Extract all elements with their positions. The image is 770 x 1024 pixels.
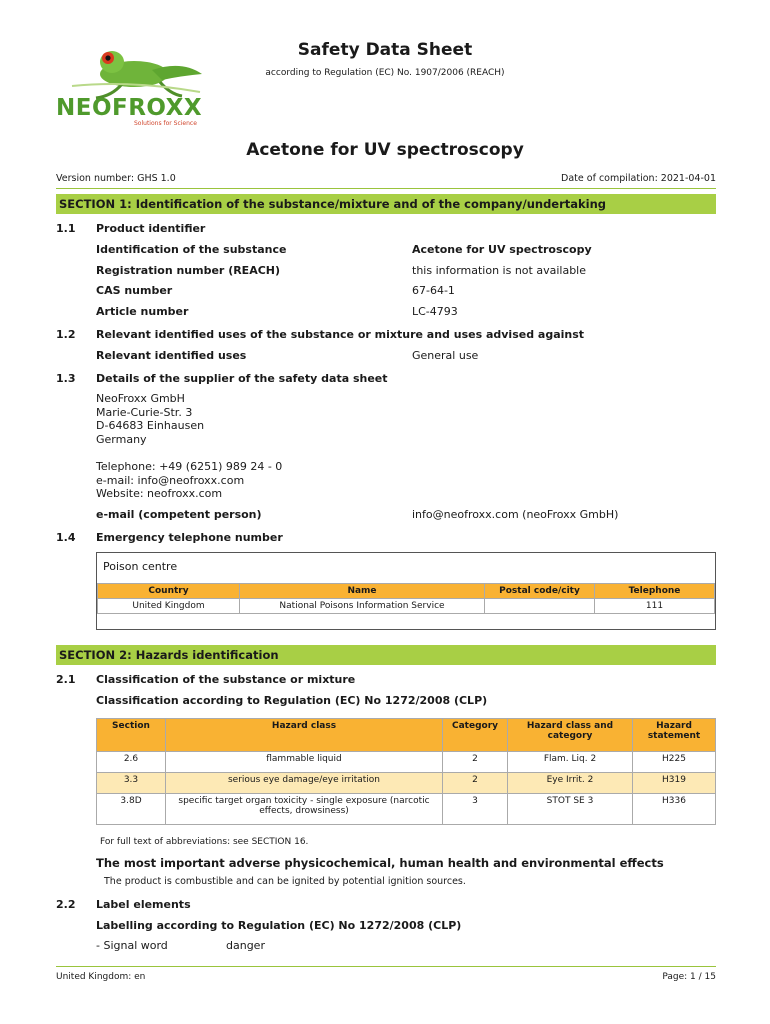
subsection-title: Details of the supplier of the safety data sheet <box>96 372 388 385</box>
address-line: D-64683 Einhausen <box>96 419 205 432</box>
poison-centre-caption: Poison centre <box>103 560 178 573</box>
field-label: Identification of the substance <box>96 243 287 256</box>
signal-word-value: danger <box>226 939 265 952</box>
field-label: Article number <box>96 305 189 318</box>
table-header-row <box>98 584 715 599</box>
column-header: Country <box>98 584 240 599</box>
company-logo <box>52 40 212 132</box>
adverse-effects-title: The most important adverse physicochemical, human health and environmental effects <box>96 856 664 870</box>
address-line: Marie-Curie-Str. 3 <box>96 405 193 419</box>
table-cell: STOT SE 3 <box>508 794 633 825</box>
field-value: LC-4793 <box>412 305 458 318</box>
poison-centre-box <box>96 552 716 630</box>
table-cell <box>485 599 595 614</box>
section-1-heading: SECTION 1: Identification of the substance/mixture and of the company/undertaking <box>56 194 716 214</box>
table-row <box>97 773 716 794</box>
field-label: Relevant identified uses <box>96 349 247 362</box>
table-cell: United Kingdom <box>98 599 240 614</box>
table-cell: Flam. Liq. 2 <box>508 752 633 773</box>
poison-centre-table <box>97 583 715 614</box>
subsection-number: 1.1 <box>56 222 76 235</box>
table-cell: 2 <box>443 752 508 773</box>
supplier-address <box>96 392 204 446</box>
divider <box>56 188 716 189</box>
abbreviation-footnote: For full text of abbreviations: see SECTION 16. <box>100 837 309 847</box>
document-title: Safety Data Sheet <box>297 40 473 60</box>
subsection-number: 1.2 <box>56 328 76 341</box>
field-value: 67-64-1 <box>412 284 455 297</box>
table-header-row <box>97 719 716 752</box>
contact-email[interactable]: e-mail: info@neofroxx.com <box>96 473 245 487</box>
column-header: Name <box>240 584 485 599</box>
subsection-number: 1.4 <box>56 531 76 544</box>
subsection-number: 1.3 <box>56 372 76 385</box>
compilation-date: Date of compilation: 2021-04-01 <box>561 173 716 184</box>
version-number: Version number: GHS 1.0 <box>56 173 176 184</box>
address-line: NeoFroxx GmbH <box>96 392 185 405</box>
adverse-effects-text: The product is combustible and can be ignited by potential ignition sources. <box>104 876 466 887</box>
footer-divider <box>56 966 716 967</box>
table-cell: 111 <box>595 599 715 614</box>
field-value: General use <box>412 349 479 362</box>
contact-phone: Telephone: +49 (6251) 989 24 - 0 <box>96 460 283 473</box>
field-value[interactable]: info@neofroxx.com (neoFroxx GmbH) <box>412 508 619 521</box>
table-cell: National Poisons Information Service <box>240 599 485 614</box>
document-subtitle: according to Regulation (EC) No. 1907/2006 (REACH) <box>265 68 505 78</box>
subsection-title: Label elements <box>96 898 191 911</box>
page-number: Page: 1 / 15 <box>662 972 716 982</box>
subsection-number: 2.2 <box>56 898 76 911</box>
table-cell: H319 <box>633 773 716 794</box>
subsection-title: Classification of the substance or mixture <box>96 673 356 686</box>
table-cell: flammable liquid <box>166 752 443 773</box>
table-row <box>97 794 716 825</box>
subsection-title: Emergency telephone number <box>96 531 283 544</box>
logo-wordmark: NEOFROXX <box>56 95 203 121</box>
subsection-title: Relevant identified uses of the substance or mixture and uses advised against <box>96 328 585 341</box>
subsection-title: Product identifier <box>96 222 206 235</box>
address-line: Germany <box>96 432 147 446</box>
column-header: Hazard class and category <box>508 719 633 752</box>
product-title: Acetone for UV spectroscopy <box>246 140 524 160</box>
table-row <box>97 752 716 773</box>
logo-tagline: Solutions for Science <box>134 120 197 127</box>
table-cell: Eye Irrit. 2 <box>508 773 633 794</box>
footer-locale: United Kingdom: en <box>56 972 146 982</box>
subsection-number: 2.1 <box>56 673 76 686</box>
table-cell: 3.8D <box>97 794 166 825</box>
column-header: Postal code/city <box>485 584 595 599</box>
table-cell: 3 <box>443 794 508 825</box>
column-header: Telephone <box>595 584 715 599</box>
table-cell: serious eye damage/eye irritation <box>166 773 443 794</box>
field-label: CAS number <box>96 284 173 297</box>
field-label: e-mail (competent person) <box>96 508 262 521</box>
table-cell: specific target organ toxicity - single exposure (narcotic effects, drowsiness) <box>166 794 443 825</box>
signal-word-label: - Signal word <box>96 939 168 952</box>
table-cell: H225 <box>633 752 716 773</box>
table-cell: H336 <box>633 794 716 825</box>
column-header: Hazard statement <box>633 719 716 752</box>
field-label: Registration number (REACH) <box>96 264 281 277</box>
table-cell: 3.3 <box>97 773 166 794</box>
column-header: Hazard class <box>166 719 443 752</box>
column-header: Category <box>443 719 508 752</box>
table-cell: 2.6 <box>97 752 166 773</box>
supplier-contact <box>96 460 282 501</box>
field-value: Acetone for UV spectroscopy <box>412 243 592 256</box>
labelling-title: Labelling according to Regulation (EC) No 1272/2008 (CLP) <box>96 919 462 932</box>
table-row <box>98 599 715 614</box>
column-header: Section <box>97 719 166 752</box>
contact-website[interactable]: Website: neofroxx.com <box>96 487 223 500</box>
section-2-heading: SECTION 2: Hazards identification <box>56 645 716 665</box>
hazard-classification-table <box>96 718 716 825</box>
field-value: this information is not available <box>412 264 586 277</box>
table-cell: 2 <box>443 773 508 794</box>
clp-classification-title: Classification according to Regulation (EC) No 1272/2008 (CLP) <box>96 694 488 707</box>
